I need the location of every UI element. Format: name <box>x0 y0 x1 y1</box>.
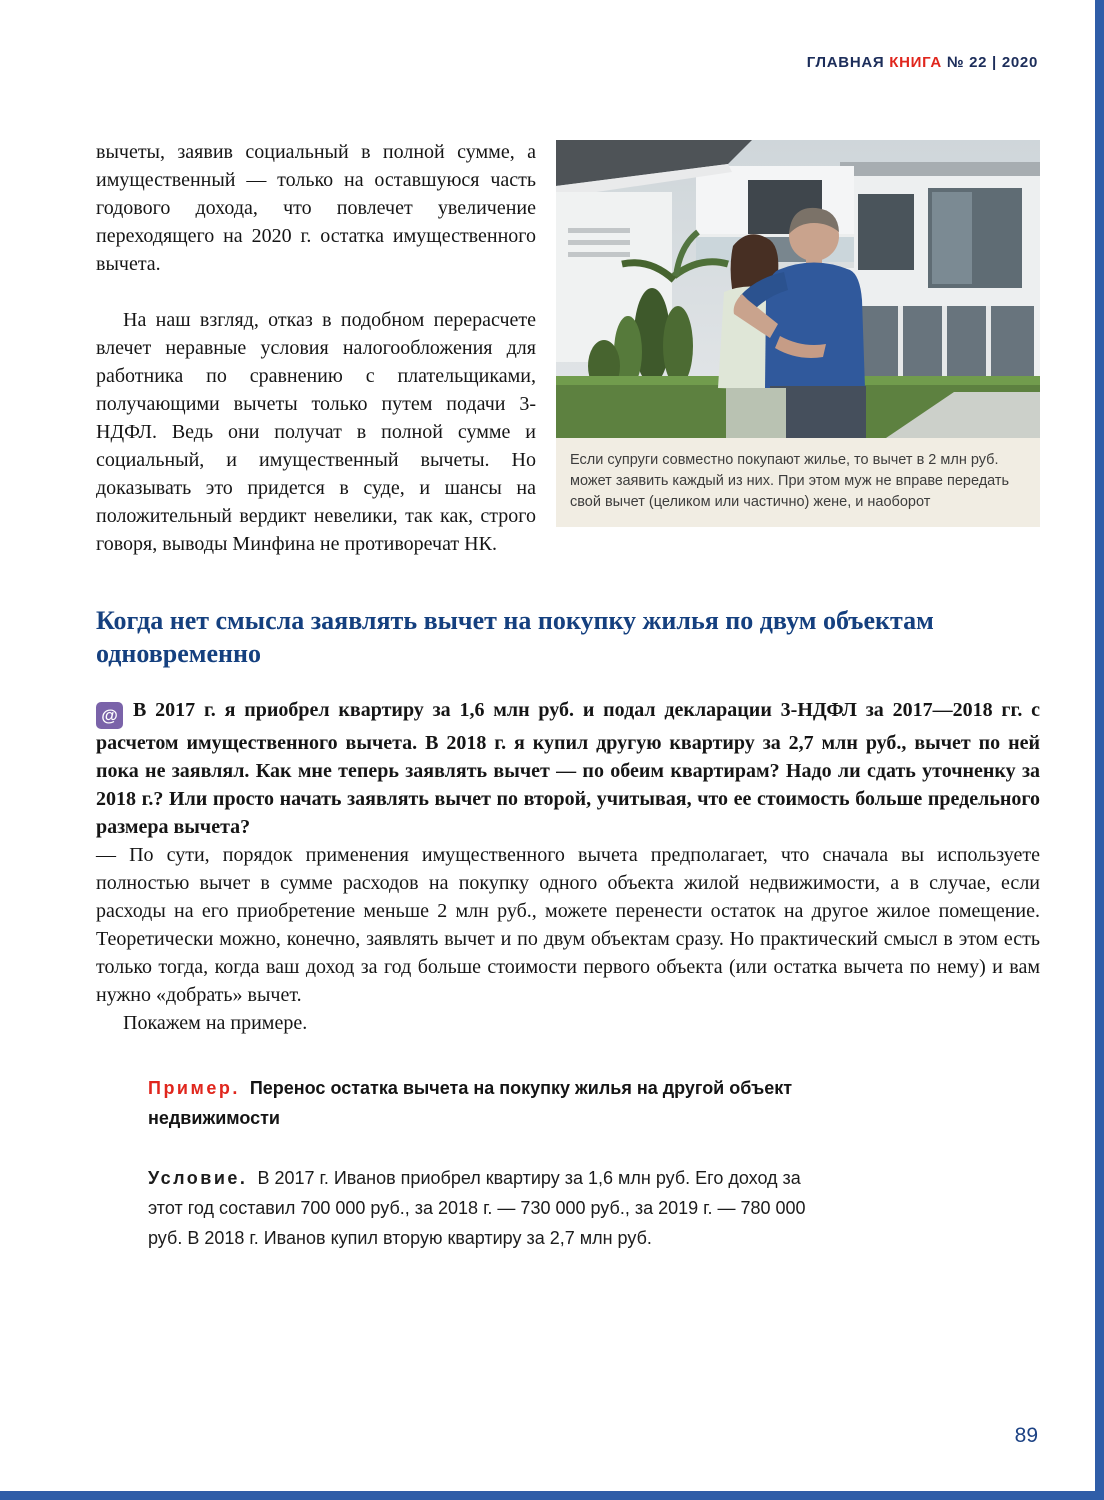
example-label: Пример. <box>148 1078 240 1098</box>
photo-caption: Если супруги совместно покупают жилье, то вычет в 2 млн руб. может заявить каждый из них. При этом муж не вправе передать свой вычет (целиком или частично) жене, и наоборот <box>556 438 1040 527</box>
photo-block <box>556 140 1040 527</box>
couple-house-photo <box>556 140 1040 438</box>
page-number: 89 <box>1014 1424 1038 1447</box>
magazine-title-part1: ГЛАВНАЯ <box>806 54 885 71</box>
at-icon: @ <box>96 702 123 729</box>
condition-text: В 2017 г. Иванов приобрел квартиру за 1,6 млн руб. Его доход за этот год составил 700 000 руб., за 2018 г. — 730 000 руб., за 2019 г. — 780 000 руб. В 2018 г. Иванов купил вторую квартиру за 2,7 млн руб. <box>148 1168 806 1248</box>
page-frame-bottom <box>0 1491 1104 1500</box>
example-block <box>148 1073 808 1253</box>
example-title-line <box>148 1073 808 1133</box>
page-frame-right <box>1095 0 1104 1500</box>
example-condition <box>148 1163 808 1253</box>
intro-paragraph-2: На наш взгляд, отказ в подобном перерасчете влечет неравные условия налогообложения для работника по сравнению с плательщиками, получающими вычеты только путем подачи 3-НДФЛ. Ведь они получат в полной сумме и социальный, и имущественный вычеты. Но доказывать это придется в суде, и шансы на положительный вердикт невелики, так как, строго говоря, выводы Минфина не противоречат НК. <box>96 309 536 555</box>
page-content <box>96 138 1040 1253</box>
intro-paragraph-1: вычеты, заявив социальный в полной сумме, а имущественный — только на оставшуюся часть годового дохода, что повлечет увеличение переходящего на 2020 г. остатка имущественного вычета. <box>96 141 536 275</box>
example-title: Перенос остатка вычета на покупку жилья на другой объект недвижимости <box>148 1078 793 1128</box>
magazine-header <box>807 54 1038 71</box>
issue-number: № 22 | 2020 <box>946 54 1038 71</box>
section-heading: Когда нет смысла заявлять вычет на покупку жилья по двум объектам одновременно <box>96 606 934 668</box>
question-paragraph <box>96 696 1040 841</box>
show-example-paragraph: Покажем на примере. <box>123 1012 308 1034</box>
answer-paragraph: — По сути, порядок применения имущественного вычета предполагает, что сначала вы используете полностью вычет в сумме расходов на покупку одного объекта жилой недвижимости, а в случае, если расходы на его приобретение меньше 2 млн руб., можете перенести остаток на другое жилое помещение. Теоретически можно, конечно, заявлять вычет и по двум объектам сразу. Но практический смысл в этом есть только тогда, когда ваш доход за год больше стоимости первого объекта (или остатка вычета по нему) и вам нужно «добрать» вычет. <box>96 844 1040 1006</box>
condition-label: Условие. <box>148 1168 248 1188</box>
question-text: В 2017 г. я приобрел квартиру за 1,6 млн руб. и подал декларации 3-НДФЛ за 2017—2018 гг. с расчетом имущественного вычета. В 2018 г. я купил другую квартиру за 2,7 млн руб., вычет по ней пока не заявлял. Как мне теперь заявлять вычет — по обеим квартирам? Надо ли сдать уточненку за 2018 г.? Или просто начать заявлять вычет по второй, учитывая, что ее стоимость больше предельного размера вычета? <box>96 699 1040 838</box>
magazine-title-part2: КНИГА <box>889 54 942 71</box>
